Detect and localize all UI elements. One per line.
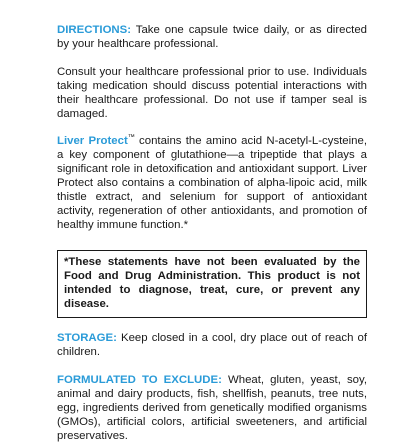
fda-disclaimer-text: *These statements have not been evaluated by the Food and Drug Administration. This product is not intended to diagnose, treat, cure, or prevent any disease.: [64, 255, 360, 310]
storage-heading: STORAGE:: [57, 332, 117, 345]
product-description: [57, 135, 367, 232]
exclusions-paragraph: [57, 374, 367, 444]
product-text: contains the amino acid N-acetyl-L-cysteine, a key component of glutathione—a tripeptide that plays a significant role in detoxification and antioxidant support. Liver Protect also contains a combination of alpha-lipoic acid, milk thistle extract, and selenium for support of antioxidant activity, regeneration of other antioxidants, and promotion of healthy immune function.*: [57, 135, 368, 231]
exclusions-text: Wheat, gluten, yeast, soy, animal and dairy products, fish, shellfish, peanuts, tree nuts, egg, ingredients derived from genetically modified organisms (GMOs), artificial colors, artificial sweeteners, and artificial preservatives.: [57, 374, 367, 442]
trademark-symbol: ™: [127, 134, 135, 142]
product-name: Liver Protect: [57, 135, 128, 148]
fda-disclaimer-box: [57, 250, 367, 319]
label-panel: [57, 24, 367, 444]
consult-paragraph: Consult your healthcare professional prior to use. Individuals taking medication should discuss potential interactions with their healthcare professional. Do not use if tamper seal is damaged.: [57, 65, 367, 120]
storage-paragraph: [57, 332, 367, 360]
directions-heading: DIRECTIONS:: [57, 24, 132, 36]
storage-text: Keep closed in a cool, dry place out of reach of children.: [57, 332, 367, 359]
directions-paragraph: [57, 24, 367, 52]
exclusions-heading: FORMULATED TO EXCLUDE:: [57, 374, 222, 387]
directions-text: Take one capsule twice daily, or as directed by your healthcare professional.: [57, 24, 367, 50]
